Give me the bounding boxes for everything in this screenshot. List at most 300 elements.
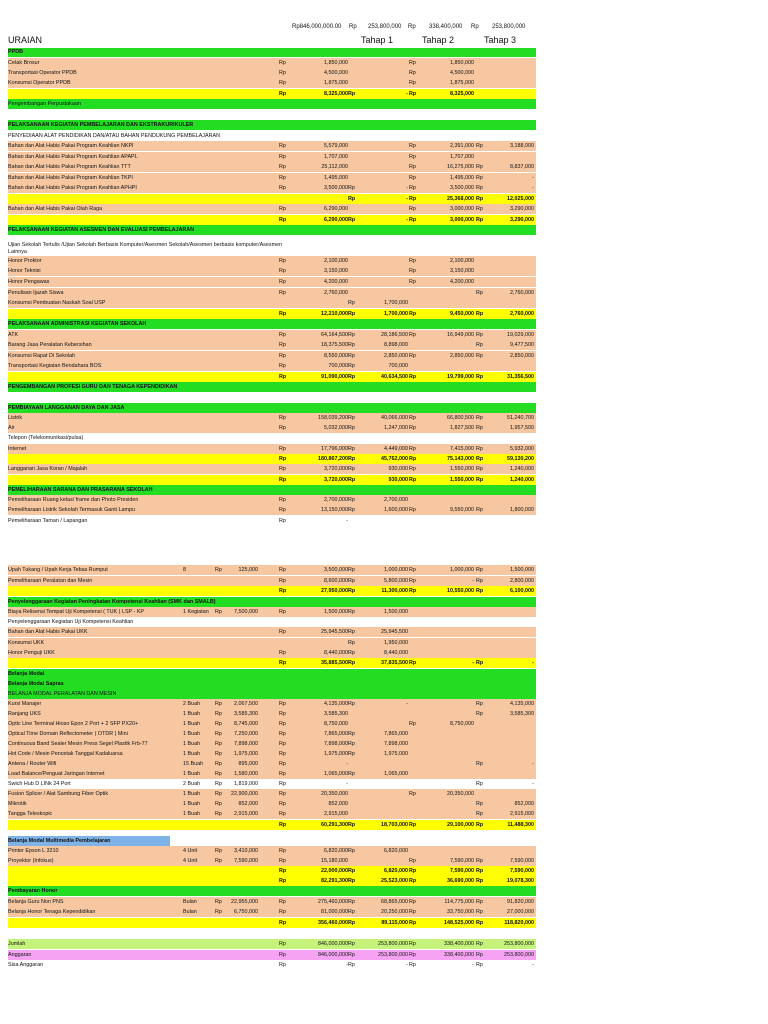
cell-value: 4,449,000 — [384, 446, 408, 452]
cell-value: Rp — [279, 332, 286, 338]
cell-value: Rp — [279, 279, 286, 285]
cell-value: 4 Unit — [183, 858, 198, 864]
row-label: Swich Hub D LINk 24 Port — [8, 781, 71, 787]
row-label: Cetak Brosur — [8, 60, 40, 66]
cell-value: Rp — [279, 477, 287, 483]
cell-value: 2,100,000 — [324, 258, 348, 264]
cell-value: 13,150,000 — [321, 507, 348, 513]
row-label: Honor Penguji UKK — [8, 650, 55, 656]
cell-value: 1,500,000 — [510, 567, 534, 573]
table-row — [8, 799, 536, 809]
cell-value: 91,820,000 — [507, 899, 534, 905]
table-row — [8, 907, 536, 917]
row-label: ATK — [8, 332, 19, 338]
cell-value: Rp — [279, 609, 286, 615]
cell-value: 28,186,500 — [381, 332, 408, 338]
cell-value: 8,440,000 — [324, 650, 348, 656]
cell-value: Rp — [279, 342, 286, 348]
cell-value: 338,400,000 — [444, 941, 474, 947]
cell-value: 35,885,500 — [321, 660, 348, 666]
cell-value: Rp — [476, 899, 483, 905]
cell-value: 5,800,000 — [384, 578, 408, 584]
cell-value: Rp — [215, 741, 222, 747]
cell-value: 1,707,000 — [450, 154, 474, 160]
row-label: Pemeliharaan Ruang kelas/ frame dan Photo Presiden — [8, 497, 139, 503]
cell-value: 12,025,000 — [507, 196, 534, 202]
cell-value: Rp — [279, 811, 286, 817]
table-row — [8, 152, 536, 162]
cell-value: 19,078,300 — [507, 878, 534, 884]
table-row — [8, 565, 536, 575]
cell-value: 852,000 — [514, 801, 534, 807]
cell-value: Rp — [409, 899, 416, 905]
table-row — [8, 516, 536, 526]
cell-value: Rp — [279, 374, 287, 380]
row-label: PEMELIHARAAN SARANA DAN PRASARANA SEKOLAH — [8, 487, 153, 493]
cell-value: 22,000,000 — [321, 868, 348, 874]
cell-value: 253,800,000 — [504, 941, 534, 947]
cell-value: 148,525,000 — [444, 920, 474, 926]
rp-label: Rp — [349, 24, 357, 30]
table-row — [8, 183, 536, 193]
cell-value: Rp — [409, 279, 416, 285]
cell-value: Bulan — [183, 899, 197, 905]
cell-value: Rp — [279, 781, 286, 787]
cell-value: 36,690,000 — [447, 878, 474, 884]
row-label: Bahan dan Alat Habis Pakai UKK — [8, 629, 88, 635]
cell-value: 8,325,000 — [324, 91, 348, 97]
cell-value: Rp — [215, 731, 222, 737]
cell-value: Rp — [279, 660, 287, 666]
cell-value: 45,762,000 — [381, 456, 408, 462]
table-row — [8, 485, 536, 495]
cell-value: Rp — [215, 858, 222, 864]
cell-value: Rp — [215, 899, 222, 905]
cell-value: Rp — [348, 899, 355, 905]
table-row — [8, 266, 536, 276]
cell-value: Rp — [348, 415, 355, 421]
row-label: Telepon (Telekomunikasi/pulsa) — [8, 435, 84, 441]
cell-value: 31,356,500 — [507, 374, 534, 380]
cell-value: Rp — [476, 456, 484, 462]
table-row — [8, 846, 536, 856]
cell-value: 1,950,000 — [384, 640, 408, 646]
cell-value: 2,067,500 — [234, 701, 258, 707]
row-label: Honor Proktor — [8, 258, 42, 264]
cell-value: 2,850,000 — [450, 353, 474, 359]
cell-value: Rp — [279, 741, 286, 747]
rp-label: Rp — [471, 24, 479, 30]
table-row — [8, 789, 536, 799]
cell-value: Rp — [409, 920, 417, 926]
table-row — [8, 627, 536, 637]
cell-value: - — [472, 962, 474, 968]
cell-value: 5,032,000 — [324, 425, 348, 431]
cell-value: 20,350,000 — [321, 791, 348, 797]
cell-value: 8,325,000 — [450, 91, 474, 97]
cell-value: Rp — [279, 217, 287, 223]
table-row — [8, 658, 536, 668]
table-row — [8, 433, 536, 443]
row-label: Continuous Band Sealer Mesin Press Segel Plastik Frb-77 — [8, 741, 148, 747]
table-row — [8, 809, 536, 819]
cell-value: 6,750,000 — [234, 909, 258, 915]
row-label: BELANJA MODAL PERALATAN DAN MESIN — [8, 691, 117, 697]
cell-value: Rp — [476, 143, 483, 149]
cell-value: 846,000,000 — [318, 952, 348, 958]
cell-value: Rp — [279, 91, 287, 97]
row-label: Pembayaran Honor — [8, 888, 58, 894]
cell-value: 2,391,000 — [450, 143, 474, 149]
row-label: Kursi Manajer — [8, 701, 42, 707]
cell-value: Rp — [279, 143, 286, 149]
cell-value: 338,400,000 — [444, 952, 474, 958]
cell-value: Rp — [279, 848, 286, 854]
cell-value: 852,000 — [328, 801, 348, 807]
cell-value: Rp — [476, 878, 484, 884]
cell-value: Rp — [476, 868, 484, 874]
cell-value: 1,495,000 — [450, 175, 474, 181]
cell-value: Rp — [279, 497, 286, 503]
cell-value: 1,975,000 — [384, 751, 408, 757]
cell-value: 846,000,000 — [318, 941, 348, 947]
cell-value: Rp — [409, 353, 416, 359]
table-row — [8, 719, 536, 729]
cell-value: Rp — [279, 801, 286, 807]
cell-value: Rp — [279, 363, 286, 369]
cell-value: Rp — [279, 588, 287, 594]
cell-value: Rp — [409, 425, 416, 431]
cell-value: Rp — [279, 80, 286, 86]
cell-value: 4,500,000 — [450, 70, 474, 76]
row-label: Bahan dan Alat Habis Pakai Program Keahlian TTT — [8, 164, 131, 170]
cell-value: Rp — [476, 477, 484, 483]
table-row — [8, 679, 536, 689]
cell-value: Rp — [279, 962, 286, 968]
table-row — [8, 120, 536, 130]
cell-value: Rp — [409, 791, 416, 797]
cell-value: 125,000 — [238, 567, 258, 573]
cell-value: Rp — [279, 791, 286, 797]
cell-value: Rp — [348, 456, 356, 462]
cell-value: 51,240,700 — [507, 415, 534, 421]
table-row — [8, 897, 536, 907]
cell-value: Rp — [476, 217, 484, 223]
table-row — [8, 505, 536, 515]
table-row — [8, 351, 536, 361]
cell-value: Rp — [279, 822, 287, 828]
cell-value: Rp — [409, 868, 417, 874]
cell-value: Rp — [279, 185, 286, 191]
row-label: PELAKSANAAN KEGIATAN ASESMEN DAN EVALUASI PEMBELAJARAN — [8, 227, 195, 233]
cell-value: 1,700,000 — [384, 311, 408, 317]
cell-value: 20,350,000 — [447, 791, 474, 797]
cell-value: 8 — [183, 567, 186, 573]
row-label: Pemeliharaan Listrik Sekolah Termasuk Ganti Lampu — [8, 507, 135, 513]
cell-value: Rp — [476, 952, 483, 958]
rp-label: Rp — [408, 24, 416, 30]
cell-value: 1 Buah — [183, 741, 201, 747]
table-row — [8, 950, 536, 960]
cell-value: 16,275,000 — [447, 164, 474, 170]
cell-value: Rp — [215, 801, 222, 807]
cell-value: 180,867,200 — [318, 456, 348, 462]
row-label: PENGEMBANGAN PROFESI GURU DAN TENAGA KEPENDIDIKAN — [8, 384, 178, 390]
row-label: Penyelenggaraan Kegiatan Uji Kompetensi Keahlian — [8, 619, 134, 625]
cell-value: Rp — [476, 588, 484, 594]
row-label: PPDB — [8, 49, 23, 55]
cell-value: 1,065,000 — [384, 771, 408, 777]
cell-value: 1,850,000 — [450, 60, 474, 66]
cell-value: 7,590,000 — [234, 858, 258, 864]
cell-value: 89,115,000 — [381, 920, 408, 926]
cell-value: Rp — [215, 701, 222, 707]
cell-value: 1,580,000 — [234, 771, 258, 777]
row-label: Tangga Teleskopic — [8, 811, 53, 817]
cell-value: Rp — [409, 164, 416, 170]
cell-value: 7,590,000 — [450, 858, 474, 864]
cell-value: 1,819,000 — [234, 781, 258, 787]
row-label: Mikrotik — [8, 801, 27, 807]
row-label: Bahan dan Alat Habis Pakai Program Keahlian TKPI — [8, 175, 133, 181]
table-row — [8, 413, 536, 423]
tahap1-heading: Tahap 1 — [361, 35, 394, 45]
cell-value: 3,720,000 — [324, 477, 348, 483]
cell-value: Rp — [279, 60, 286, 66]
cell-value: Rp — [409, 952, 416, 958]
cell-value: 4,135,000 — [324, 701, 348, 707]
cell-value: Rp — [348, 771, 355, 777]
cell-value: 8,750,000 — [324, 721, 348, 727]
cell-value: Rp — [348, 363, 355, 369]
row-label: PENYEDIAAN ALAT PENDIDIKAN DAN/ATAU BAHAN PENDUKUNG PEMBELAJARAN — [8, 133, 220, 139]
table-row — [8, 361, 536, 371]
table-row — [8, 648, 536, 658]
cell-value: Rp — [348, 650, 355, 656]
cell-value: Rp — [409, 660, 417, 666]
cell-value: 3,290,000 — [510, 217, 534, 223]
cell-value: 1 Buah — [183, 771, 201, 777]
cell-value: Rp — [348, 477, 356, 483]
cell-value: Rp — [348, 962, 355, 968]
cell-value: - — [406, 217, 408, 223]
table-row — [8, 99, 536, 109]
table-row — [8, 699, 536, 709]
cell-value: - — [406, 701, 408, 707]
row-label: Bahan dan Alat Habis Pakai Program Keahlian NKPI — [8, 143, 134, 149]
cell-value: Rp — [409, 446, 416, 452]
table-row — [8, 607, 536, 617]
cell-value: - — [406, 185, 408, 191]
cell-value: Rp — [279, 858, 286, 864]
cell-value: 25,368,000 — [447, 196, 474, 202]
cell-value: Rp — [409, 185, 416, 191]
cell-value: - — [346, 761, 348, 767]
row-label: Anggaran — [8, 952, 32, 958]
cell-value: 158,039,200 — [318, 415, 348, 421]
cell-value: Rp — [476, 425, 483, 431]
cell-value: - — [346, 781, 348, 787]
cell-value: Rp — [409, 206, 416, 212]
table-row — [8, 856, 536, 866]
cell-value: Rp — [348, 332, 355, 338]
cell-value: Rp — [279, 721, 286, 727]
table-row — [8, 58, 536, 68]
cell-value: Rp — [409, 258, 416, 264]
cell-value: 27,950,000 — [321, 588, 348, 594]
row-label: Jumlah — [8, 941, 26, 947]
cell-value: 700,000 — [328, 363, 348, 369]
cell-value: 25,112,000 — [321, 164, 348, 170]
table-row — [8, 298, 536, 308]
cell-value: Rp — [409, 466, 416, 472]
row-label: Antena / Router Wifi — [8, 761, 57, 767]
table-row — [8, 689, 536, 699]
cell-value: 25,945,500 — [381, 629, 408, 635]
cell-value: 2,915,000 — [234, 811, 258, 817]
cell-value: Rp — [348, 588, 356, 594]
table-row — [8, 277, 536, 287]
table-row — [8, 444, 536, 454]
cell-value: 1 Buah — [183, 811, 201, 817]
table-row — [8, 779, 536, 789]
row-label: Penulisan Ijazah Siswa — [8, 290, 64, 296]
cell-value: Rp — [409, 822, 417, 828]
cell-value: Rp — [409, 415, 416, 421]
cell-value: Bulan — [183, 909, 197, 915]
cell-value: Rp — [279, 771, 286, 777]
cell-value: 930,000 — [388, 466, 408, 472]
cell-value: 2,915,000 — [510, 811, 534, 817]
cell-value: 1,975,000 — [234, 751, 258, 757]
cell-value: 1,550,000 — [450, 466, 474, 472]
cell-value: 7,415,000 — [450, 446, 474, 452]
cell-value: - — [532, 761, 534, 767]
cell-value: 3,290,000 — [510, 206, 534, 212]
cell-value: Rp — [348, 609, 355, 615]
cell-value: Rp — [476, 196, 484, 202]
table-row — [8, 495, 536, 505]
cell-value: Rp — [348, 920, 356, 926]
cell-value: 16,949,000 — [447, 332, 474, 338]
cell-value: Rp — [348, 185, 355, 191]
cell-value: Rp — [279, 258, 286, 264]
cell-value: 114,775,000 — [444, 899, 474, 905]
cell-value: - — [346, 962, 348, 968]
table-row — [8, 173, 536, 183]
table-row — [8, 597, 536, 607]
cell-value: Rp — [348, 446, 355, 452]
cell-value: Rp — [279, 920, 287, 926]
cell-value: - — [472, 660, 474, 666]
cell-value: 1,065,000 — [324, 771, 348, 777]
cell-value: 275,460,000 — [318, 899, 348, 905]
table-row — [8, 576, 536, 586]
row-label: Internet — [8, 446, 27, 452]
cell-value: 930,000 — [388, 477, 408, 483]
cell-value: 8,837,000 — [510, 164, 534, 170]
cell-value: 3,500,000 — [450, 185, 474, 191]
cell-value: 3,585,300 — [324, 711, 348, 717]
cell-value: 1,875,000 — [324, 80, 348, 86]
cell-value: - — [346, 518, 348, 524]
table-row — [8, 876, 536, 886]
cell-value: Rp — [409, 175, 416, 181]
cell-value: 3,188,000 — [510, 143, 534, 149]
cell-value: Rp — [409, 80, 416, 86]
cell-value: 3,000,000 — [450, 217, 474, 223]
cell-value: 2,760,000 — [510, 290, 534, 296]
row-label: Honor Teknisi — [8, 268, 41, 274]
table-row — [8, 423, 536, 433]
cell-value: Rp — [476, 941, 483, 947]
cell-value: 253,800,000 — [378, 941, 408, 947]
cell-value: 1,000,000 — [384, 567, 408, 573]
cell-value: Rp — [348, 751, 355, 757]
cell-value: 4,200,000 — [324, 279, 348, 285]
cell-value: 29,100,000 — [447, 822, 474, 828]
cell-value: Rp — [215, 751, 222, 757]
cell-value: Rp — [348, 196, 356, 202]
cell-value: Rp — [409, 721, 416, 727]
cell-value: 20,250,000 — [381, 909, 408, 915]
cell-value: 81,000,000 — [321, 909, 348, 915]
cell-value: 7,865,000 — [384, 731, 408, 737]
cell-value: Rp — [215, 848, 222, 854]
cell-value: Rp — [409, 143, 416, 149]
cell-value: 25,945,500 — [321, 629, 348, 635]
cell-value: Rp — [279, 731, 286, 737]
cell-value: 22,955,000 — [231, 899, 258, 905]
cell-value: 1 Buah — [183, 711, 201, 717]
table-row — [8, 340, 536, 350]
cell-value: 59,130,200 — [507, 456, 534, 462]
table-row — [8, 586, 536, 596]
cell-value: Rp — [476, 567, 483, 573]
cell-value: Rp — [279, 206, 286, 212]
table-row — [8, 309, 536, 319]
row-label: Konsumsi Pembuatan Naskah Soal USP — [8, 300, 106, 306]
cell-value: 253,800,000 — [504, 952, 534, 958]
cell-value: Rp — [409, 268, 416, 274]
cell-value: Rp — [409, 507, 416, 513]
cell-value: 64,164,500 — [321, 332, 348, 338]
cell-value: 700,000 — [388, 363, 408, 369]
cell-value: Rp — [348, 878, 356, 884]
cell-value: 3,150,000 — [450, 268, 474, 274]
cell-value: Rp — [215, 909, 222, 915]
cell-value: Rp — [409, 878, 417, 884]
table-row — [8, 78, 536, 88]
row-label: Langganan Jasa Koran / Majalah — [8, 466, 88, 472]
tahap3-total: 253,800,000 — [492, 24, 526, 30]
cell-value: Rp — [279, 941, 286, 947]
table-row — [8, 89, 536, 99]
cell-value: Rp — [409, 477, 417, 483]
cell-value: 37,835,500 — [381, 660, 408, 666]
cell-value: Rp — [215, 781, 222, 787]
cell-value: 1 Buah — [183, 791, 201, 797]
cell-value: 1,957,500 — [510, 425, 534, 431]
table-row — [8, 475, 536, 485]
cell-value: 6,290,000 — [324, 206, 348, 212]
cell-value: Rp — [348, 507, 355, 513]
cell-value: 1,500,000 — [384, 609, 408, 615]
cell-value: 66,800,500 — [447, 415, 474, 421]
cell-value: Rp — [409, 588, 417, 594]
cell-value: Rp — [476, 185, 483, 191]
cell-value: Rp — [279, 466, 286, 472]
